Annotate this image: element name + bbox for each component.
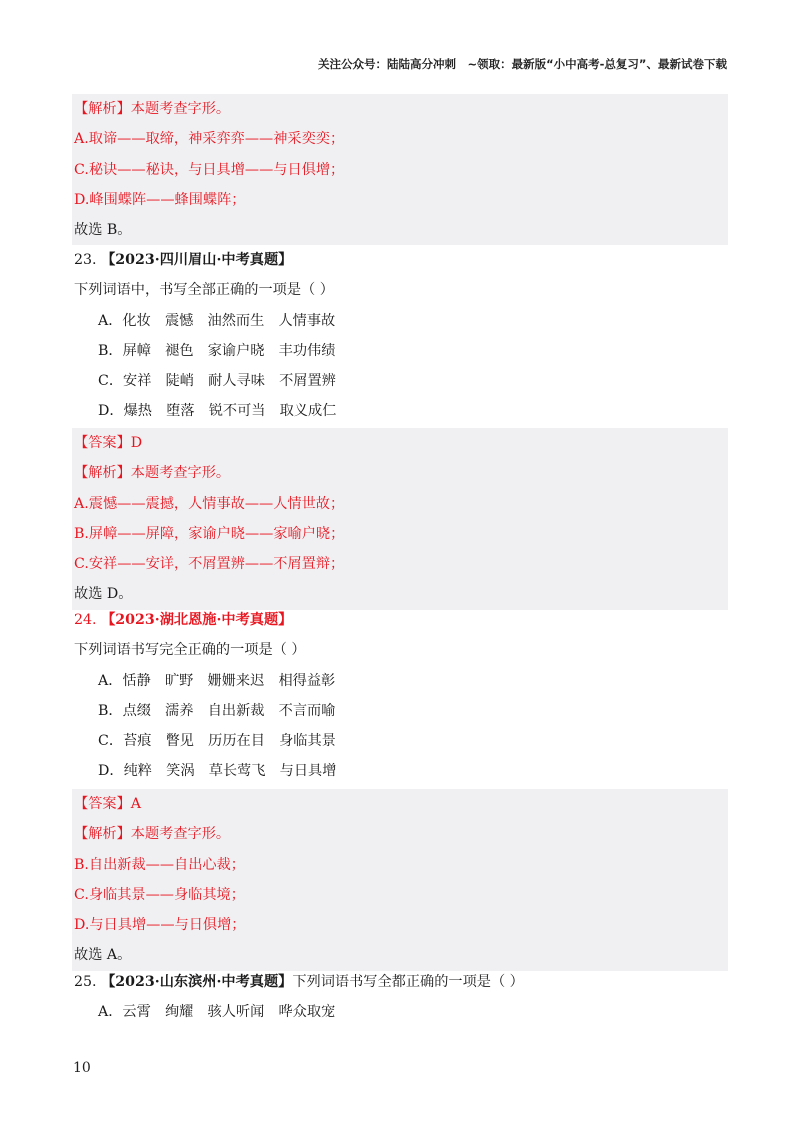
question-stem: 下列词语中，书写全部正确的一项是（ ） [74,282,334,299]
analysis-conclusion: 故选 D。 [74,586,133,603]
option-b: B．点缀 濡养 自出新裁 不言而喻 [98,702,336,719]
option-a: A．化妆 震憾 油然而生 人情事故 [98,312,336,329]
analysis-line: A.取谛——取缔，神采弈弈——神采奕奕； [74,131,345,148]
question-title [72,245,728,275]
analysis-conclusion: 故选 B。 [74,222,132,239]
option-d: D．爆热 堕落 锐不可当 取义成仁 [98,403,337,420]
analysis-line: A.震憾——震撼，人情事故——人情世故； [74,495,345,512]
option-c: C．安祥 陡峭 耐人寻味 不屑置辨 [98,373,336,390]
analysis-line: C.身临其景——身临其境； [74,886,245,903]
question-source: 【2023·湖北恩施·中考真题】 [101,612,293,628]
page-header: 关注公众号：陆陆高分冲刺 ~领取：最新版“小中高考-总复习”、最新试卷下载 [317,57,727,71]
answer-label: 【答案】A [74,796,141,812]
question-title [72,967,728,997]
analysis-line: C.秘诀——秘诀，与日具增——与日俱增； [74,161,345,178]
question-23 [72,245,728,427]
analysis-line: C.安祥——安详，不屑置辨——不屑置辩； [74,556,345,573]
page-number: 10 [73,1060,91,1076]
analysis-block-q22 [72,94,728,245]
question-number: 25. [74,974,97,990]
analysis-line: B.屏幛——屏障，家谕户晓——家喻户晓； [74,525,345,542]
analysis-line: B.自出新裁——自出心裁； [74,856,245,873]
analysis-conclusion: 故选 A。 [74,947,132,964]
analysis-line: D.峰围蝶阵——蜂围蝶阵； [74,191,246,208]
analysis-label: 【解析】本题考查字形。 [74,826,231,843]
answer-label: 【答案】D [74,435,143,451]
question-number: 24. [74,612,97,628]
answer-block-q24 [72,789,728,971]
question-source: 【2023·四川眉山·中考真题】 [101,252,293,268]
question-25 [72,967,728,1028]
option-c: C．苔痕 瞥见 历历在目 身临其景 [98,733,336,750]
answer-block-q23 [72,428,728,610]
question-title [72,605,728,635]
option-b: B．屏幛 褪色 家谕户晓 丰功伟绩 [98,342,336,359]
option-a: A．恬静 旷野 姗姗来迟 相得益彰 [98,672,336,689]
analysis-line: D.与日具增——与日俱增； [74,917,246,934]
option-d: D．纯粹 笑涡 草长莺飞 与日具增 [98,763,337,780]
analysis-label: 【解析】本题考查字形。 [74,465,231,482]
question-stem: 下列词语书写全都正确的一项是（ ） [292,974,524,990]
option-a: A．云霄 绚耀 骇人听闻 哗众取宠 [98,1004,336,1021]
question-24 [72,605,728,787]
question-source: 【2023·山东滨州·中考真题】 [101,974,293,990]
question-stem: 下列词语书写完全正确的一项是（ ） [74,642,306,659]
analysis-label: 【解析】本题考查字形。 [74,101,231,117]
question-number: 23. [74,252,97,268]
